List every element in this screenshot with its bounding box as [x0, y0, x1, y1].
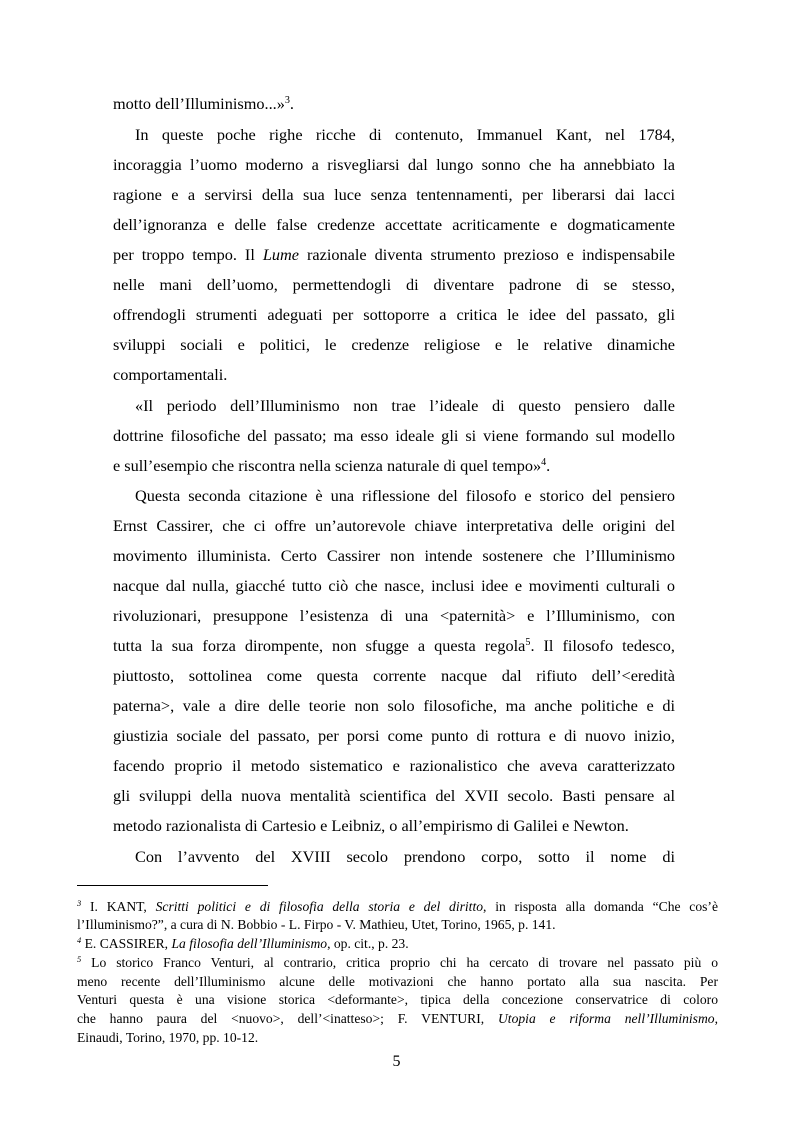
body-line: e sull’esempio che riscontra nella scienza naturale di quel tempo»$^4$.: [113, 456, 551, 475]
quote-first-line: «Il periodo dell’Illuminismo non trae l’ideale di questo pensiero dalle: [135, 396, 675, 415]
body-line: dottrine filosofiche del passato; ma esso ideale gli si viene formando sul modello: [113, 426, 675, 445]
footnote-5-cont: meno recente dell’Illuminismo alcune delle motivazioni che hanno portato alla sua nascita. Per: [77, 974, 718, 989]
body-line: tutta la sua forza dirompente, non sfugge a questa regola$^5$. Il filosofo tedesco,: [113, 636, 675, 655]
body-line: motto dell’Illuminismo...»$^3$.: [113, 94, 294, 113]
body-line: nelle mani dell’uomo, permettendogli di diventare padrone di se stesso,: [113, 275, 675, 294]
body-line: metodo razionalista di Cartesio e Leibniz, o all’empirismo di Galilei e Newton.: [113, 816, 629, 835]
footnote-5-cont: Einaudi, Torino, 1970, pp. 10-12.: [77, 1030, 259, 1045]
body-line: facendo proprio il metodo sistematico e razionalistico che aveva caratterizzato: [113, 756, 675, 775]
body-line: giustizia sociale del passato, per porsi come punto di rottura e di nuovo inizio,: [113, 726, 675, 745]
footnote-ref[interactable]: 3: [284, 95, 290, 107]
body-line: Ernst Cassirer, che ci offre un’autorevole chiave interpretativa delle origini del: [113, 516, 675, 535]
body-line: offrendogli strumenti adeguati per sottoporre a critica le idee del passato, gli: [113, 305, 675, 324]
paragraph-first-line: In queste poche righe ricche di contenuto, Immanuel Kant, nel 1784,: [135, 125, 675, 144]
body-line: dell’ignoranza e delle false credenze accettate acriticamente e dogmaticamente: [113, 215, 675, 234]
page-number: 5: [392, 1053, 401, 1070]
body-line: nacque dal nulla, giacché tutto ciò che nasce, inclusi idee e movimenti culturali o: [113, 576, 675, 595]
body-line: gli sviluppi della nuova mentalità scientifica del XVII secolo. Basti pensare al: [113, 786, 675, 805]
body-line: paterna>, vale a dire delle teorie non solo filosofiche, ma anche politiche e di: [113, 696, 675, 715]
body-line: comportamentali.: [113, 365, 228, 384]
body-line: sviluppi sociali e politici, le credenze religiose e le relative dinamiche: [113, 335, 675, 354]
footnote-separator: [77, 885, 268, 886]
body-line: movimento illuminista. Certo Cassirer non intende sostenere che l’Illuminismo: [113, 546, 675, 565]
footnote-5-cont: Venturi questa è una visione storica <deformante>, tipica della concezione conservatrice di coloro: [77, 992, 718, 1007]
footnote-3-cont: l’Illuminismo?”, a cura di N. Bobbio - L. Firpo - V. Mathieu, Utet, Torino, 1965, p. 141.: [77, 917, 556, 932]
body-line: incoraggia l’uomo moderno a risvegliarsi dal lungo sonno che ha annebbiato la: [113, 155, 675, 174]
footnote-3: $^3$ I. KANT, Scritti politici e di filosofia della storia e del diritto, in risposta alla domanda “Che cos’è: [77, 898, 718, 914]
body-line: per troppo tempo. Il Lume razionale diventa strumento prezioso e indispensabile: [113, 245, 675, 264]
body-line: piuttosto, sottolinea come questa corrente nacque dal rifiuto dell’<eredità: [113, 666, 675, 685]
footnote-4: $^4$ E. CASSIRER, La filosofia dell’Illuminismo, op. cit., p. 23.: [77, 935, 409, 951]
paragraph-first-line: Questa seconda citazione è una riflessione del filosofo e storico del pensiero: [135, 486, 675, 505]
footnote-5: $^5$ Lo storico Franco Venturi, al contrario, critica proprio chi ha cercato di trovare nel passato più o: [77, 954, 718, 970]
body-line: rivoluzionari, presuppone l’esistenza di una <paternità> e l’Illuminismo, con: [113, 606, 675, 625]
footnote-5-cont: che hanno paura del <nuovo>, dell’<inatteso>; F. VENTURI, Utopia e riforma nell’Illuminismo,: [77, 1011, 718, 1026]
footnote-ref[interactable]: 5: [525, 637, 531, 649]
paragraph-first-line: Con l’avvento del XVIII secolo prendono corpo, sotto il nome di: [135, 847, 675, 866]
body-line: ragione e a servirsi della sua luce senza tentennamenti, per liberarsi dai lacci: [113, 185, 675, 204]
footnote-ref[interactable]: 4: [541, 457, 547, 469]
